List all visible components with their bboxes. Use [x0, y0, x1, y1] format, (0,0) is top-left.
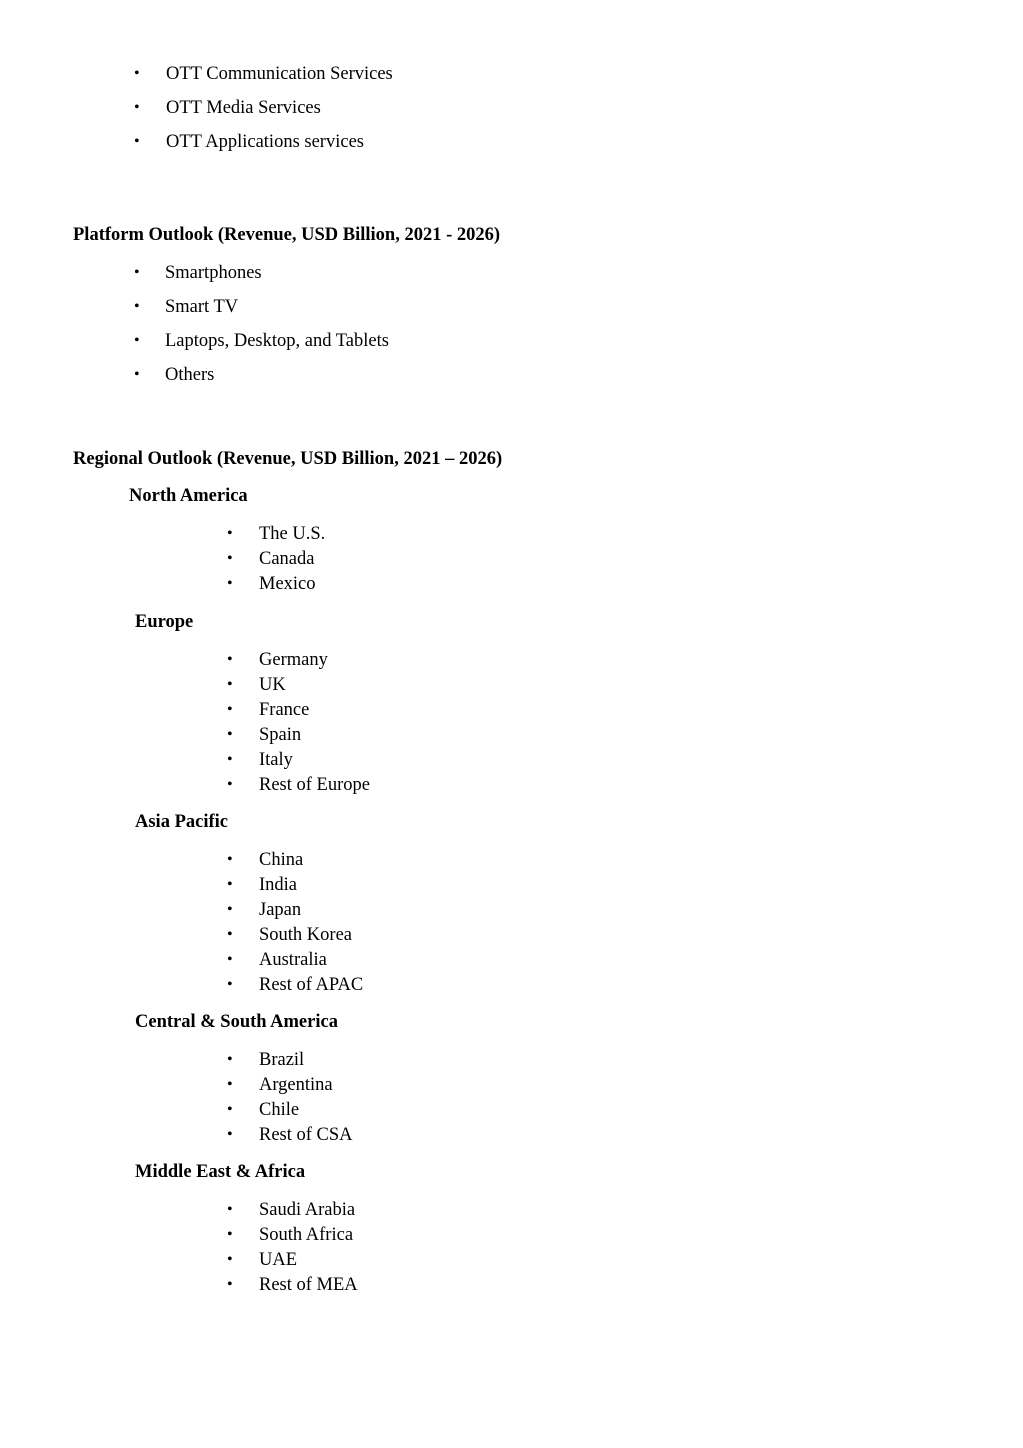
bullet-icon: • [227, 901, 233, 918]
list-item-label: OTT Communication Services [166, 64, 393, 84]
list-item-label: Saudi Arabia [259, 1200, 356, 1220]
list-item-label: UK [259, 675, 286, 695]
list-item-label: Rest of CSA [259, 1125, 353, 1145]
bullet-icon: • [227, 651, 233, 668]
list-item-label: Spain [259, 725, 302, 745]
list-item-label: The U.S. [259, 524, 326, 544]
bullet-icon: • [227, 550, 233, 567]
list-item-label: OTT Media Services [166, 98, 321, 118]
region-heading-asia-pacific: Asia Pacific [135, 812, 228, 832]
list-item-label: Rest of MEA [259, 1275, 358, 1295]
list-item-label: India [259, 875, 298, 895]
bullet-icon: • [134, 264, 140, 281]
list-item-label: Japan [259, 900, 302, 920]
bullet-icon: • [227, 676, 233, 693]
bullet-icon: • [227, 726, 233, 743]
bullet-icon: • [227, 776, 233, 793]
bullet-icon: • [227, 701, 233, 718]
list-item-label: Rest of Europe [259, 775, 370, 795]
region-heading-central-south-america: Central & South America [135, 1012, 338, 1032]
list-item-label: Canada [259, 549, 315, 569]
bullet-icon: • [134, 133, 140, 150]
list-item-label: Chile [259, 1100, 300, 1120]
region-heading-north-america: North America [129, 486, 248, 506]
bullet-icon: • [227, 1226, 233, 1243]
regional-outlook-heading: Regional Outlook (Revenue, USD Billion, 2021 – 2026) [73, 449, 503, 469]
list-item-label: South Africa [259, 1225, 354, 1245]
region-heading-middle-east-africa: Middle East & Africa [135, 1162, 306, 1182]
bullet-icon: • [227, 1276, 233, 1293]
list-item-label: Australia [259, 950, 327, 970]
list-item-label: Italy [259, 750, 293, 770]
list-item-label: Germany [259, 650, 328, 670]
bullet-icon: • [227, 951, 233, 968]
list-item-label: Mexico [259, 574, 316, 594]
bullet-icon: • [227, 751, 233, 768]
bullet-icon: • [227, 1251, 233, 1268]
bullet-icon: • [227, 1201, 233, 1218]
list-item-label: Laptops, Desktop, and Tablets [165, 331, 389, 351]
bullet-icon: • [227, 926, 233, 943]
platform-outlook-heading: Platform Outlook (Revenue, USD Billion, 2021 - 2026) [73, 225, 501, 245]
list-item-label: Brazil [259, 1050, 305, 1070]
list-item-label: South Korea [259, 925, 352, 945]
bullet-icon: • [227, 525, 233, 542]
bullet-icon: • [227, 1051, 233, 1068]
bullet-icon: • [227, 1076, 233, 1093]
bullet-icon: • [134, 298, 140, 315]
list-item-label: Smartphones [165, 263, 262, 283]
list-item-label: France [259, 700, 310, 720]
list-item-label: Smart TV [165, 297, 239, 317]
bullet-icon: • [134, 332, 140, 349]
region-heading-europe: Europe [135, 612, 194, 632]
list-item-label: China [259, 850, 304, 870]
bullet-icon: • [227, 876, 233, 893]
bullet-icon: • [227, 976, 233, 993]
bullet-icon: • [227, 851, 233, 868]
bullet-icon: • [134, 99, 140, 116]
bullet-icon: • [227, 1126, 233, 1143]
bullet-icon: • [227, 1101, 233, 1118]
bullet-icon: • [134, 366, 140, 383]
list-item-label: Rest of APAC [259, 975, 364, 995]
bullet-icon: • [134, 65, 140, 82]
bullet-icon: • [227, 575, 233, 592]
list-item-label: Others [165, 365, 215, 385]
list-item-label: OTT Applications services [166, 132, 364, 152]
list-item-label: Argentina [259, 1075, 333, 1095]
list-item-label: UAE [259, 1250, 298, 1270]
